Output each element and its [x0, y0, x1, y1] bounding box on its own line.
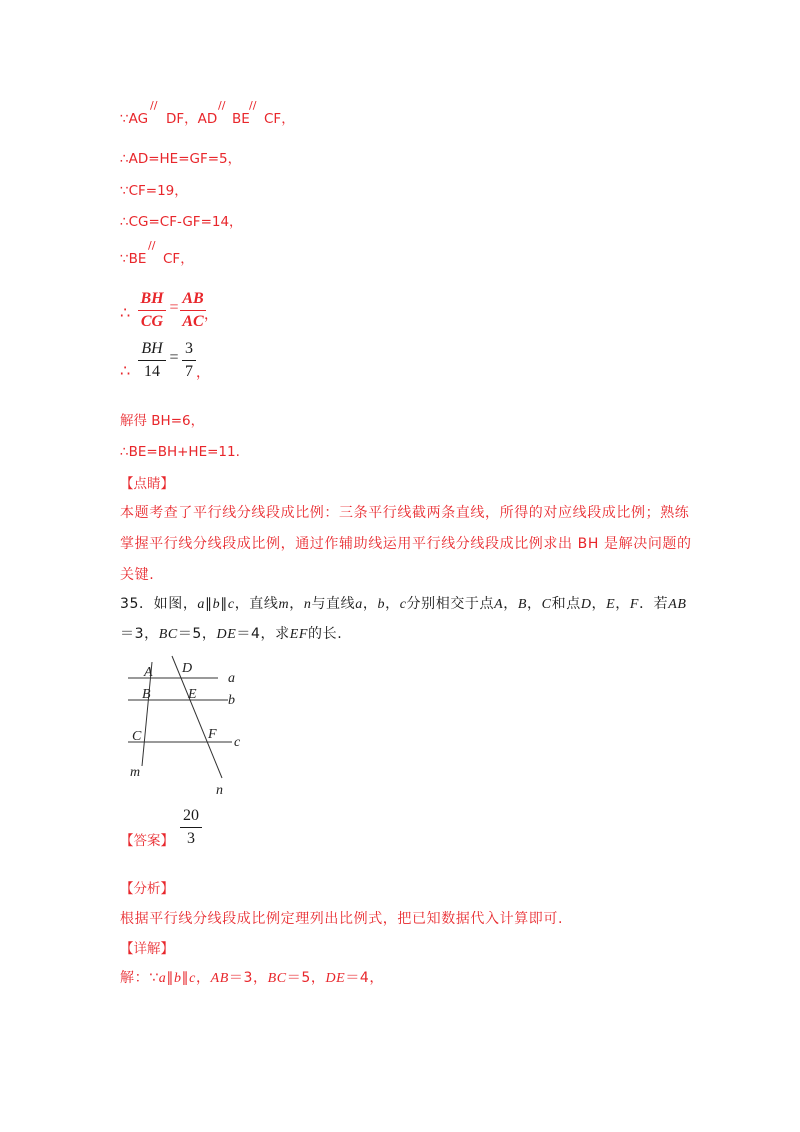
label-D: D [182, 661, 193, 676]
frac-bar [182, 360, 196, 361]
answer-label: 【答案】 [120, 833, 174, 849]
parallel-mark-4: // [148, 239, 156, 252]
q-var: a [355, 597, 363, 612]
q-var: a [197, 597, 206, 612]
frac-num-ab: AB [182, 290, 204, 307]
q-var: BC [158, 627, 178, 642]
s-text: 解：∵ [120, 970, 159, 986]
equals-sign-2: = [169, 349, 179, 366]
q-text: ， [591, 596, 607, 612]
s-text: ， [195, 970, 211, 986]
q-var: m [278, 597, 290, 612]
parallel-lines-figure [120, 656, 260, 796]
fraction-3-7 [182, 339, 196, 382]
s-var: AB [210, 971, 229, 986]
s-text: ＝5， [286, 970, 326, 986]
frac-den-14: 14 [144, 363, 160, 380]
q-var: AB [668, 597, 687, 612]
q-var: b [377, 597, 386, 612]
frac-den-7: 7 [185, 363, 193, 380]
q-text: ，直线 [234, 596, 279, 612]
para-line-2: 掌握平行线分线段成比例，通过作辅助线运用平行线分线段成比例求出 BH 是解决问题的 [120, 536, 692, 552]
text-df-ad [166, 110, 217, 128]
comma-1: ， [204, 308, 218, 323]
heading-fenxi: 【分析】 [120, 881, 174, 897]
q-text: ， [527, 596, 542, 612]
comma-2: ， [196, 366, 210, 381]
question-35-line-2 [120, 625, 342, 644]
fraction-ab-ac [180, 289, 206, 332]
heading-xiangjie: 【详解】 [120, 941, 174, 957]
q-var: n [303, 597, 312, 612]
answer-fraction [180, 806, 202, 849]
frac-bar [180, 827, 202, 828]
line-n [172, 656, 222, 778]
q-text: ， [385, 596, 400, 612]
ans-den: 3 [187, 830, 195, 847]
fraction-bh-14 [138, 339, 166, 382]
q-text: ， [362, 596, 378, 612]
q-var: EF [289, 627, 309, 642]
therefore-symbol-1: ∴ [120, 303, 131, 322]
label-c: c [234, 735, 241, 750]
q-text: ＝4，求 [236, 626, 290, 642]
q-var: c [399, 597, 407, 612]
q-text: ， [615, 596, 630, 612]
s-var: a [158, 971, 167, 986]
text-be [232, 110, 250, 128]
para-line-1: 本题考查了平行线分线段成比例：三条平行线截两条直线，所得的对应线段成比例；熟练 [120, 505, 690, 521]
heading-dianjing: 【点睛】 [120, 476, 174, 492]
line-be-parallel-cf [120, 250, 146, 268]
s-var: DE [325, 971, 346, 986]
question-35-line-1 [120, 595, 687, 614]
q-var: c [227, 597, 235, 612]
q-text: ＝5， [177, 626, 217, 642]
label-E: E [188, 687, 197, 702]
label-b: b [228, 693, 235, 708]
q-text: 35．如图， [120, 596, 198, 612]
fenxi-text: 根据平行线分线段成比例定理列出比例式，把已知数据代入计算即可. [120, 911, 564, 927]
frac-bar [180, 310, 206, 311]
therefore-symbol-2: ∴ [120, 361, 131, 380]
frac-num-bh2: BH [141, 340, 163, 357]
q-var: DE [216, 627, 237, 642]
para-line-3: 关键. [120, 567, 155, 583]
line-ad-he-gf: ∴AD=HE=GF=5， [120, 151, 242, 167]
text-cf2: CF， [163, 251, 194, 267]
q-text: 和点 [551, 596, 581, 612]
s-sym: ∥ [166, 970, 174, 986]
s-var: b [173, 971, 182, 986]
parallel-mark-2: // [218, 99, 226, 112]
solution-line [120, 969, 384, 988]
q-text: ＝3， [120, 626, 159, 642]
q-var: B [517, 597, 528, 612]
frac-bar [138, 360, 166, 361]
q-sym: ∥ [205, 596, 213, 612]
q-text: ， [289, 596, 304, 612]
s-var: c [189, 971, 196, 986]
label-F: F [208, 727, 217, 742]
frac-num-3: 3 [185, 340, 193, 357]
text-be-span: BE [232, 111, 250, 127]
text-be2: ∵BE [120, 251, 147, 267]
s-text: ＝4， [345, 970, 385, 986]
fraction-bh-cg [138, 289, 166, 332]
line-bh-6: 解得 BH=6， [120, 413, 205, 429]
text-ag: ∵AG [120, 111, 149, 127]
q-text: ， [503, 596, 518, 612]
line-cf-19: ∵CF=19， [120, 183, 188, 199]
q-var: D [580, 597, 592, 612]
ans-num: 20 [183, 807, 199, 824]
text-cf-span: CF， [264, 111, 295, 127]
q-var: b [212, 597, 221, 612]
frac-bar [138, 310, 166, 311]
q-var: C [541, 597, 552, 612]
q-text: 与直线 [311, 596, 356, 612]
label-n: n [216, 783, 223, 798]
label-C: C [132, 729, 142, 744]
text-cf [264, 110, 295, 128]
line-ag-parallel-df [120, 110, 148, 128]
s-sym: ∥ [181, 970, 190, 986]
text-df-ad-span: DF，AD [166, 111, 218, 127]
label-a: a [228, 671, 235, 686]
s-var: BC [267, 971, 287, 986]
q-text: 的长. [308, 626, 343, 642]
frac-num-bh: BH [140, 290, 164, 307]
q-text: ．若 [639, 596, 669, 612]
parallel-mark-1: // [150, 99, 158, 112]
q-var: A [494, 597, 504, 612]
q-var: E [606, 597, 616, 612]
label-A: A [144, 665, 153, 680]
frac-den-cg: CG [140, 313, 164, 330]
q-sym: ∥ [220, 596, 228, 612]
line-be-11: ∴BE=BH+HE=11. [120, 444, 240, 460]
label-B: B [142, 687, 151, 702]
label-m: m [130, 765, 141, 780]
q-text: 分别相交于点 [406, 596, 495, 612]
frac-den-ac: AC [182, 313, 204, 330]
parallel-mark-3: // [249, 99, 257, 112]
line-cg-14: ∴CG=CF-GF=14， [120, 214, 243, 230]
s-text: ＝3， [228, 970, 268, 986]
equals-sign-1: = [169, 299, 179, 316]
q-var: F [629, 597, 640, 612]
